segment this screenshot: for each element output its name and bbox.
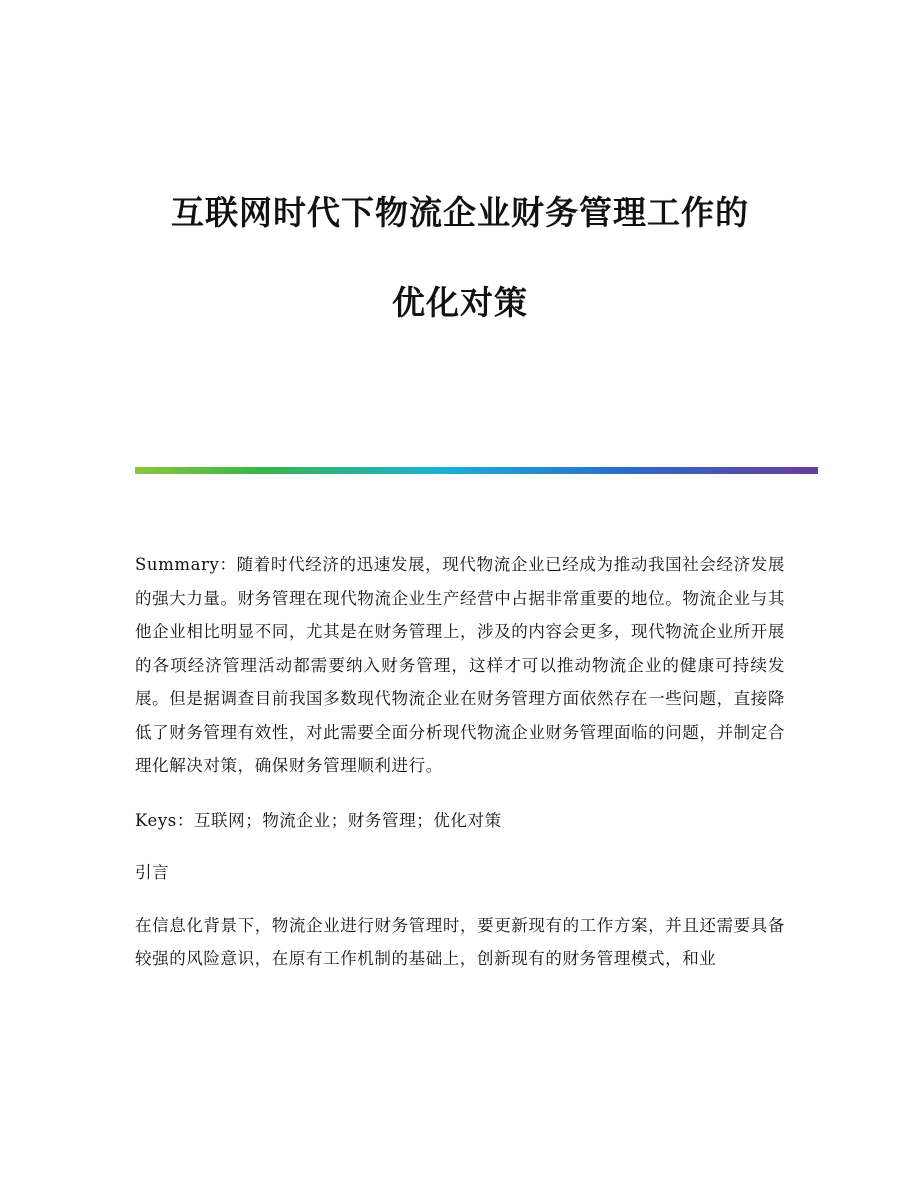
gradient-divider (135, 467, 818, 474)
document-body (135, 548, 785, 997)
summary-paragraph (135, 548, 785, 783)
document-title-line-2: 优化对策 (392, 283, 528, 322)
summary-text: 随着时代经济的迅速发展，现代物流企业已经成为推动我国社会经济发展的强大力量。财务管理在现代物流企业生产经营中占据非常重要的地位。物流企业与其他企业相比明显不同，尤其是在财务管理上，涉及的内容会更多，现代物流企业所开展的各项经济管理活动都需要纳入财务管理，这样才可以推动物流企业的健康可持续发展。但是据调查目前我国多数现代物流企业在财务管理方面依然存在一些问题，直接降低了财务管理有效性，对此需要全面分析现代物流企业财务管理面临的问题，并制定合理化解决对策，确保财务管理顺利进行。 (135, 555, 786, 775)
document-title-line-1: 互联网时代下物流企业财务管理工作的 (171, 193, 749, 232)
summary-label: Summary： (135, 555, 237, 574)
section-heading: 引言 (135, 863, 170, 882)
title-block (0, 190, 920, 326)
keys-paragraph (135, 804, 785, 838)
keys-text: 互联网；物流企业；财务管理；优化对策 (193, 810, 502, 830)
keys-label: Keys： (135, 810, 194, 830)
intro-paragraph: 在信息化背景下，物流企业进行财务管理时，要更新现有的工作方案，并且还需要具备较强的风险意识，在原有工作机制的基础上，创新现有的财务管理模式，和业 (135, 915, 785, 968)
